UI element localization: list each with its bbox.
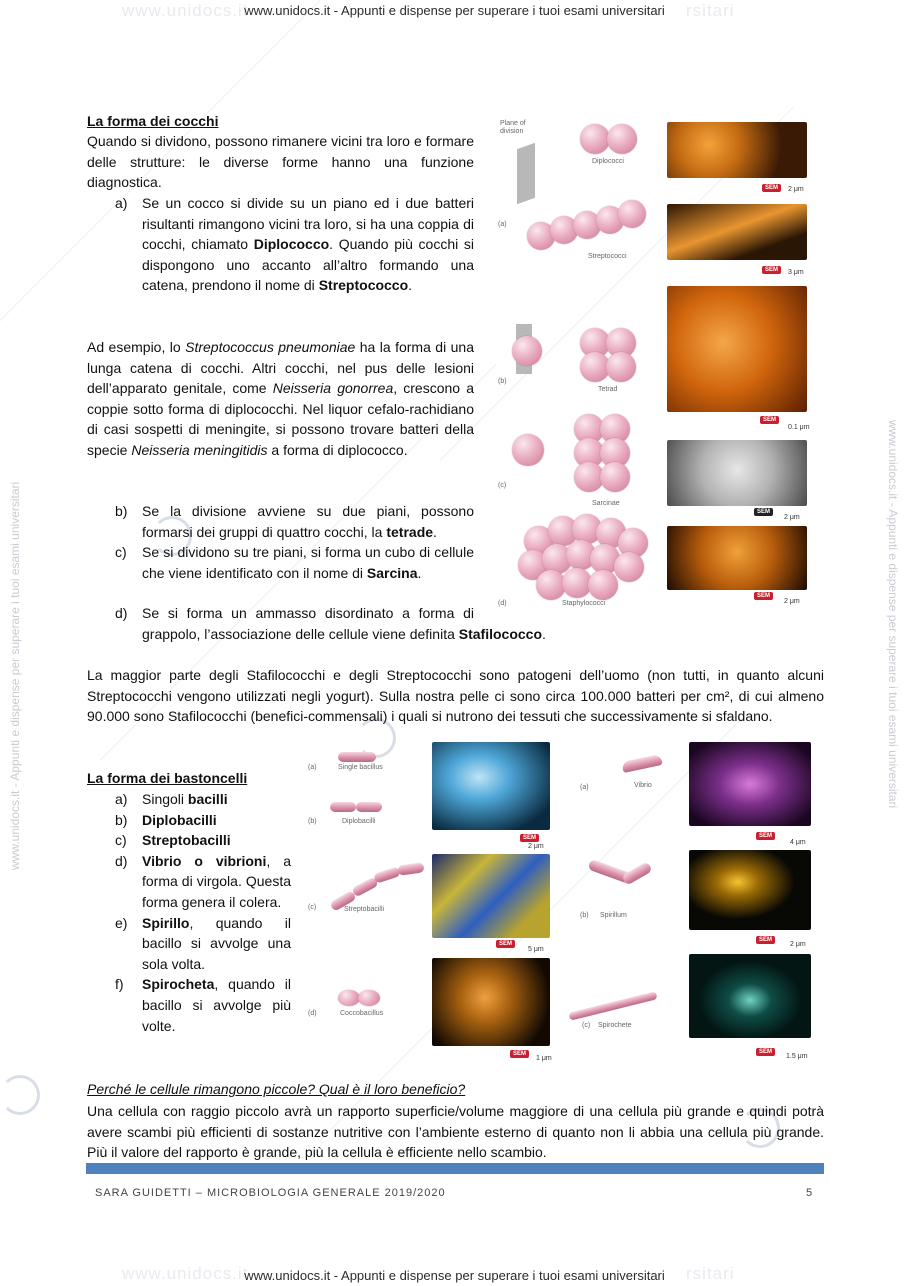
term-diplococco: Diplococco	[253, 236, 330, 253]
label-tetrad: Tetrad	[598, 386, 618, 393]
side-watermark-left: www.unidocs.it - Appunti e dispense per superare i tuoi esami universitari	[8, 481, 22, 870]
spirillum-cell	[621, 861, 652, 886]
sem-badge: SEM	[510, 1050, 529, 1058]
list-marker: c)	[115, 544, 127, 561]
scale-bar-label: 2 μm	[784, 598, 800, 605]
scale-bar-label: 5 μm	[528, 946, 544, 953]
coccus-cell	[606, 352, 636, 382]
item-text: Se si forma un ammasso disordinato a forma di	[142, 605, 474, 621]
list-marker: d)	[115, 852, 128, 869]
scale-bar-label: 2 μm	[528, 843, 544, 850]
bacillus-cell	[373, 866, 401, 884]
coccus-cell	[618, 200, 646, 228]
label-staphylococci: Staphylococci	[562, 600, 606, 607]
bacillus-cell	[397, 862, 424, 876]
vibrio-cell	[621, 754, 662, 773]
label-streptococci: Streptococci	[588, 253, 627, 260]
sem-badge: SEM	[754, 508, 773, 516]
micrograph-coccobacillus	[432, 958, 550, 1046]
term: Spirillo	[142, 914, 190, 931]
species-name: Streptococcus pneumoniae	[185, 339, 356, 355]
list-marker: a)	[115, 195, 128, 211]
list-item	[87, 851, 291, 913]
label-coccobacillus: Coccobacillus	[340, 1010, 384, 1017]
item-text: grappolo, l’associazione delle cellule viene definita	[142, 625, 459, 642]
sem-badge: SEM	[762, 266, 781, 274]
list-item	[87, 501, 474, 542]
micrograph-tetrad	[667, 286, 807, 412]
list-item	[87, 913, 291, 975]
label-rc: (c)	[582, 1022, 591, 1029]
figure-bacilli-shapes	[300, 740, 815, 1065]
item-text: . Quando più cocchi si dispongono uno accanto all’altro formando una catena, prendono il nome di	[142, 236, 474, 294]
label-a: (a)	[308, 764, 317, 771]
list-marker: b)	[115, 811, 128, 828]
species-name: Neisseria meningitidis	[131, 441, 268, 458]
list-marker: e)	[115, 914, 128, 931]
list-marker: d)	[115, 605, 128, 621]
sem-badge: SEM	[760, 416, 779, 424]
list-marker: a)	[115, 791, 128, 807]
sem-badge: SEM	[496, 940, 515, 948]
coccus-cell	[614, 552, 644, 582]
label-d: (d)	[498, 600, 507, 607]
section-title-cocchi: La forma dei cocchi	[87, 113, 219, 129]
term: bacilli	[187, 791, 228, 807]
section-title-bastoncelli: La forma dei bastoncelli	[87, 770, 248, 786]
para-text: ha la forma di una lunga catena di cocchi. Altri cocchi, nel pus delle lesioni dell’apparato genitale, come	[87, 339, 474, 397]
bacillus-cell	[338, 752, 376, 762]
list-marker: b)	[115, 503, 128, 519]
perche-title: Perché le cellule rimangono piccole? Qual è il loro beneficio?	[87, 1081, 466, 1097]
list-marker: f)	[115, 976, 124, 993]
item-text: , quando il bacillo si avvolge più volte.	[142, 976, 291, 1034]
list-marker: c)	[115, 832, 127, 849]
unidocs-logo-icon	[0, 1075, 40, 1115]
spirochete-cell	[568, 991, 657, 1021]
cocchi-list-bcd	[87, 501, 474, 583]
footer-author-course: SARA GUIDETTI – MICROBIOLOGIA GENERALE 2019/2020	[95, 1187, 446, 1199]
cocchi-intro: Quando si dividono, possono rimanere vicini tra loro e formare delle strutture: le diverse forme hanno una funzione diagnostica.	[87, 133, 474, 191]
bacillus-cell	[330, 802, 356, 812]
item-text: , quando il bacillo si avvolge una sola volta.	[142, 914, 291, 972]
micrograph-streptococci	[667, 204, 807, 260]
item-text: Se la divisione avviene su due piani, possono formarsi dei gruppi di quattro cocchi, la	[142, 503, 474, 540]
footer-watermark: www.unidocs.it - Appunti e dispense per superare i tuoi esami universitari	[244, 1268, 665, 1283]
scale-bar-label: 2 μm	[788, 186, 804, 193]
sem-badge: SEM	[756, 936, 775, 944]
micrograph-streptobacilli	[432, 854, 550, 938]
label-spirillum: Spirillum	[600, 912, 627, 919]
coccus-cell	[512, 336, 542, 366]
cocchi-list-a	[87, 193, 474, 296]
bastoncelli-list	[87, 789, 291, 1036]
header-watermark: www.unidocs.it - Appunti e dispense per superare i tuoi esami universitari	[244, 3, 665, 18]
item-text: .	[542, 625, 546, 642]
term: Vibrio o vibrioni	[142, 852, 267, 869]
stafilococchi-paragraph: La maggior parte degli Stafilococchi e degli Streptococchi sono patogeni dell’uomo (non tutti, in quanto alcuni Streptococchi vengono utilizzati negli yogurt). Sulla nostra pelle ci sono circa 100.000 batteri per cm², di cui almeno 90.000 sono Stafilococchi (benefici-commensali) i quali si nutrono dei tessuti che successivamente si sfaldano.	[87, 667, 824, 725]
list-item	[87, 830, 291, 851]
scale-bar-label: 4 μm	[790, 839, 806, 846]
item-text: .	[417, 564, 422, 581]
footer-bar	[86, 1163, 824, 1174]
list-item	[87, 542, 474, 583]
term-stafilococco: Stafilococco	[458, 625, 543, 642]
micrograph-single-bacillus	[432, 742, 550, 830]
list-item	[87, 974, 291, 1036]
perche-paragraph: Una cellula con raggio piccolo avrà un rapporto superficie/volume maggiore di una cellula più grande e quindi potrà avere scambi più efficienti di sostanze nutritive con l’ambiente esterno di quanto non li abbia una cellula più grande. Più il valore del rapporto è grande, più la cellula è efficiente nello scambio.	[87, 1103, 824, 1161]
label-c: (c)	[308, 904, 317, 911]
micrograph-staphylococci	[667, 526, 807, 590]
label-streptobacilli: Streptobacilli	[344, 906, 385, 913]
term-tetrade: tetrade	[386, 523, 434, 540]
scale-bar-label: 2 μm	[784, 514, 800, 521]
coccus-cell	[588, 570, 618, 600]
item-text: Singoli	[142, 791, 188, 807]
coccus-cell	[600, 462, 630, 492]
label-vibrio: Vibrio	[634, 782, 652, 789]
label-sarcinae: Sarcinae	[592, 500, 620, 507]
coccus-cell	[580, 124, 610, 154]
bacillus-cell	[356, 802, 382, 812]
label-b: (b)	[308, 818, 317, 825]
label-d: (d)	[308, 1010, 317, 1017]
label-c: (c)	[498, 482, 507, 489]
item-text: Se si dividono su tre piani, si forma un cubo di cellule che viene identificato con il nome di	[142, 544, 474, 581]
micrograph-spirochete	[689, 954, 811, 1038]
label-rb: (b)	[580, 912, 589, 919]
micrograph-diplococci	[667, 122, 807, 178]
micrograph-spirillum	[689, 850, 811, 930]
label-plane-of-division: Plane of division	[500, 120, 526, 135]
scale-bar-label: 2 μm	[790, 941, 806, 948]
term-sarcina: Sarcina	[366, 564, 418, 581]
list-item	[87, 789, 291, 810]
cocchi-example-paragraph	[87, 337, 474, 461]
sem-badge: SEM	[762, 184, 781, 192]
item-text: Se un cocco si divide su un piano ed i due batteri risultanti rimangono vicini tra loro, si ha una coppia di cocchi, chiamato	[142, 195, 474, 253]
coccobacillus-cell	[338, 990, 360, 1006]
label-spirochete: Spirochete	[598, 1022, 632, 1029]
sem-badge: SEM	[754, 592, 773, 600]
watermark-ghost-bottom-right: rsitari	[686, 1264, 735, 1283]
item-text: .	[433, 523, 437, 540]
list-item	[87, 810, 291, 831]
species-name: Neisseria gonorrea	[272, 380, 394, 397]
scale-bar-label: 1.5 μm	[786, 1053, 808, 1060]
label-b: (b)	[498, 378, 507, 385]
para-text: , crescono a coppie sotto forma di diplococchi. Nel liquor cefalo-rachidiano di casi sospetti di meningite, si possono trovare batteri della specie	[87, 380, 474, 458]
coccobacillus-cell	[358, 990, 380, 1006]
sem-badge: SEM	[520, 834, 539, 842]
sem-badge: SEM	[756, 832, 775, 840]
term: Streptobacilli	[142, 832, 231, 849]
term-streptococco: Streptococco	[318, 277, 409, 294]
label-diplococci: Diplococci	[592, 158, 624, 165]
term: Diplobacilli	[142, 811, 217, 828]
figure-cocci-arrangements	[492, 116, 812, 611]
para-text: Ad esempio, lo	[87, 339, 186, 355]
coccus-cell	[607, 124, 637, 154]
label-a: (a)	[498, 221, 507, 228]
micrograph-vibrio	[689, 742, 811, 826]
watermark-ghost-bottom: www.unidocs.it	[122, 1264, 249, 1283]
scale-bar-label: 1 μm	[536, 1055, 552, 1062]
scale-bar-label: 0.1 μm	[788, 424, 810, 431]
label-diplobacilli: Diplobacilli	[342, 818, 376, 825]
sem-badge: SEM	[756, 1048, 775, 1056]
label-single-bacillus: Single bacillus	[338, 764, 383, 771]
side-watermark-right: www.unidocs.it - Appunti e dispense per superare i tuoi esami universitari	[886, 420, 900, 809]
page-number: 5	[806, 1187, 813, 1199]
scale-bar-label: 3 μm	[788, 269, 804, 276]
para-text: a forma di diplococco.	[267, 441, 408, 458]
list-item	[87, 193, 474, 296]
label-ra: (a)	[580, 784, 589, 791]
watermark-ghost-top-right: rsitari	[686, 1, 735, 20]
watermark-ghost-top: www.unidocs.it	[122, 1, 249, 20]
division-plane-icon	[517, 143, 535, 205]
coccus-cell	[512, 434, 544, 466]
item-text: , a forma di virgola. Questa forma genera il colera.	[142, 852, 291, 910]
micrograph-sarcinae	[667, 440, 807, 506]
term: Spirocheta	[142, 976, 215, 993]
item-text: .	[408, 277, 413, 294]
